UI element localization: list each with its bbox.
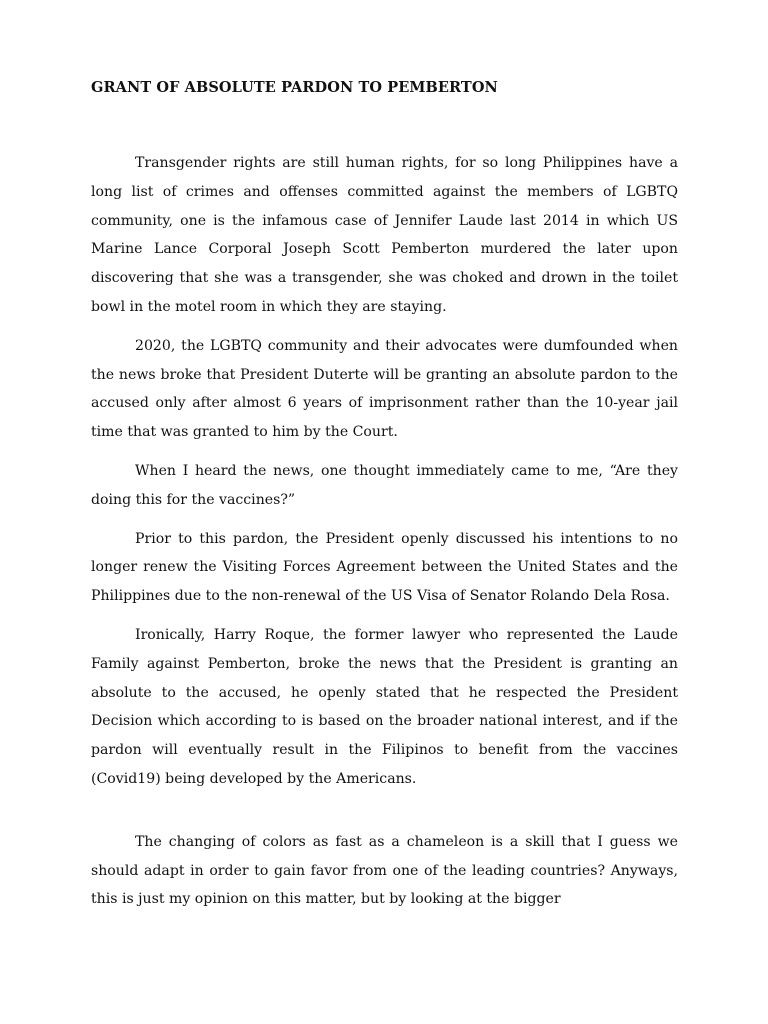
paragraph: Prior to this pardon, the President openly discussed his intentions to no longer renew the Visiting Forces Agreement between the United States and the Philippines due to the non-renewal of the US Visa of Senator Rolando Dela Rosa. [91,530,678,605]
paragraph: The changing of colors as fast as a chameleon is a skill that I guess we should adapt in order to gain favor from one of the leading countries? Anyways, this is just my opinion on this matter, but by looking at the bigger [91,833,678,908]
paragraph: Ironically, Harry Roque, the former lawyer who represented the Laude Family against Pemberton, broke the news that the President is granting an absolute to the accused, he openly stated that he respected the President Decision which according to is based on the broader national interest, and if the pardon will eventually result in the Filipinos to benefit from the vaccines (Covid19) being developed by the Americans. [91,626,678,787]
paragraph: 2020, the LGBTQ community and their advocates were dumfounded when the news broke that President Duterte will be granting an absolute pardon to the accused only after almost 6 years of imprisonment rather than the 10-year jail time that was granted to him by the Court. [91,337,678,441]
document-title: GRANT OF ABSOLUTE PARDON TO PEMBERTON [91,79,498,96]
document-body [91,149,678,924]
paragraph: When I heard the news, one thought immediately came to me, “Are they doing this for the vaccines?” [91,462,678,508]
paragraph: Transgender rights are still human rights, for so long Philippines have a long list of crimes and offenses committed against the members of LGBTQ community, one is the infamous case of Jennifer Laude last 2014 in which US Marine Lance Corporal Joseph Scott Pemberton murdered the later upon discovering that she was a transgender, she was choked and drown in the toilet bowl in the motel room in which they are staying. [91,155,678,315]
